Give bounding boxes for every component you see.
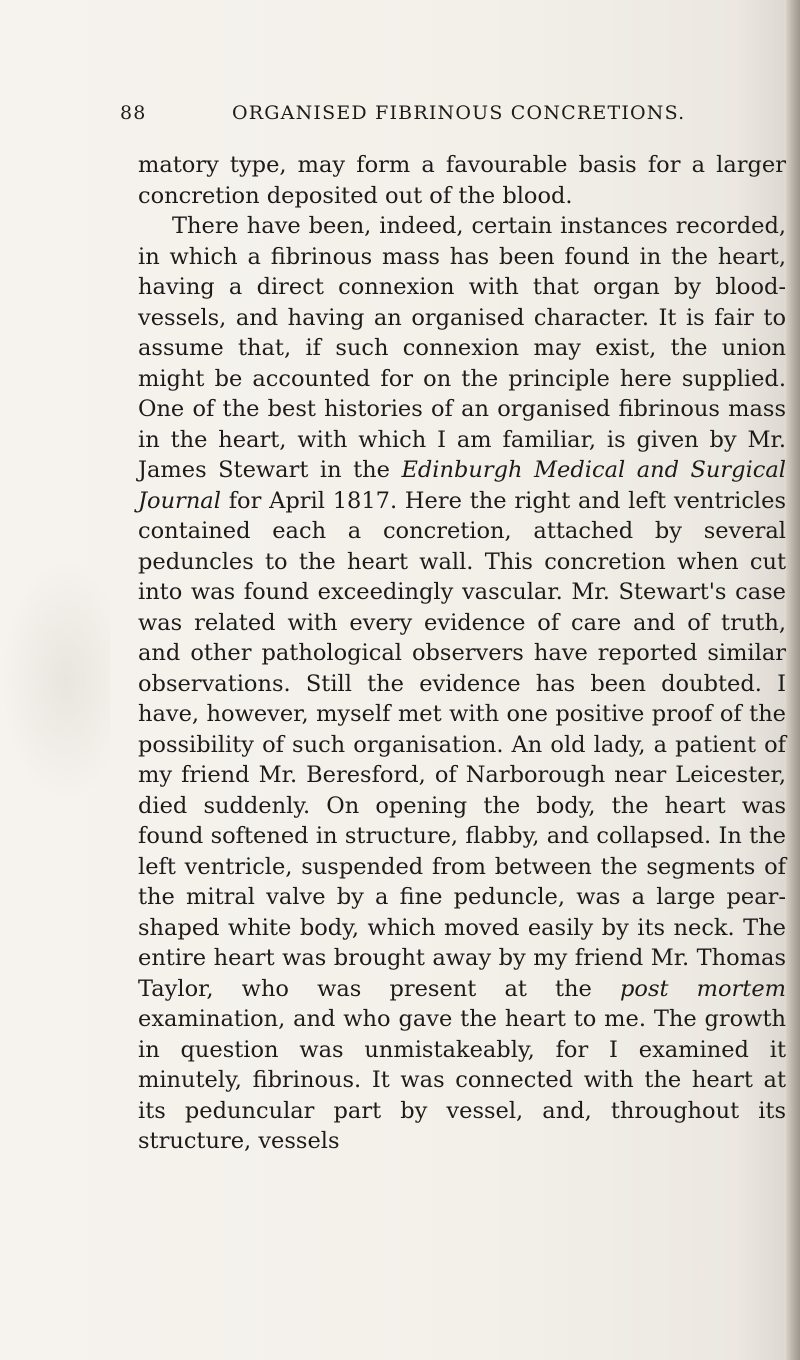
running-title: ORGANISED FIBRINOUS CONCRETIONS. bbox=[232, 102, 686, 124]
journal-title: Edinburgh Medical and Surgical Journal bbox=[138, 457, 786, 514]
paragraph-2 bbox=[138, 211, 786, 1157]
paragraph-2-part-b: for April 1817. Here the right and left ventricles contained each a concretion, attached by several peduncles to the heart wall. This concretion when cut into was found exceedingly vascular. Mr. Stewart's case was related with every evidence of care and of truth, and other pathological observers have reported similar observations. Still the evidence has been doubted. I have, however, myself met with one positive proof of the possibility of such organisation. An old lady, a patient of my friend Mr. Beresford, of Narborough near Leicester, died suddenly. On opening the body, the heart was found softened in structure, flabby, and collapsed. In the left ventricle, suspended from between the segments of the mitral valve by a fine peduncle, was a large pear-shaped white body, which moved easily by its neck. The entire heart was brought away by my friend Mr. Thomas Taylor, who was present at the bbox=[138, 487, 786, 1002]
page-number: 88 bbox=[120, 102, 147, 124]
page-edge-shadow bbox=[786, 0, 800, 1360]
paragraph-2-part-a: There have been, indeed, certain instances recorded, in which a fibrinous mass has been found in the heart, having a direct connexion with that organ by blood-vessels, and having an organised character. It is fair to assume that, if such connexion may exist, the union might be accounted for on the principle here supplied. One of the best histories of an organised fibrinous mass in the heart, with which I am familiar, is given by Mr. James Stewart in the bbox=[138, 213, 786, 483]
page-stain bbox=[0, 560, 110, 800]
post-mortem-term: post mortem bbox=[620, 975, 786, 1002]
paragraph-2-part-c: examination, and who gave the heart to me. The growth in question was unmistakeably, for I examined it minutely, fibrinous. It was connected with the heart at its peduncular part by vessel, and, throughout its structure, vessels bbox=[138, 1006, 786, 1154]
body-text bbox=[138, 150, 786, 1157]
page-header bbox=[120, 102, 760, 132]
paragraph-1: matory type, may form a favourable basis for a larger concretion deposited out of the blood. bbox=[138, 152, 786, 209]
